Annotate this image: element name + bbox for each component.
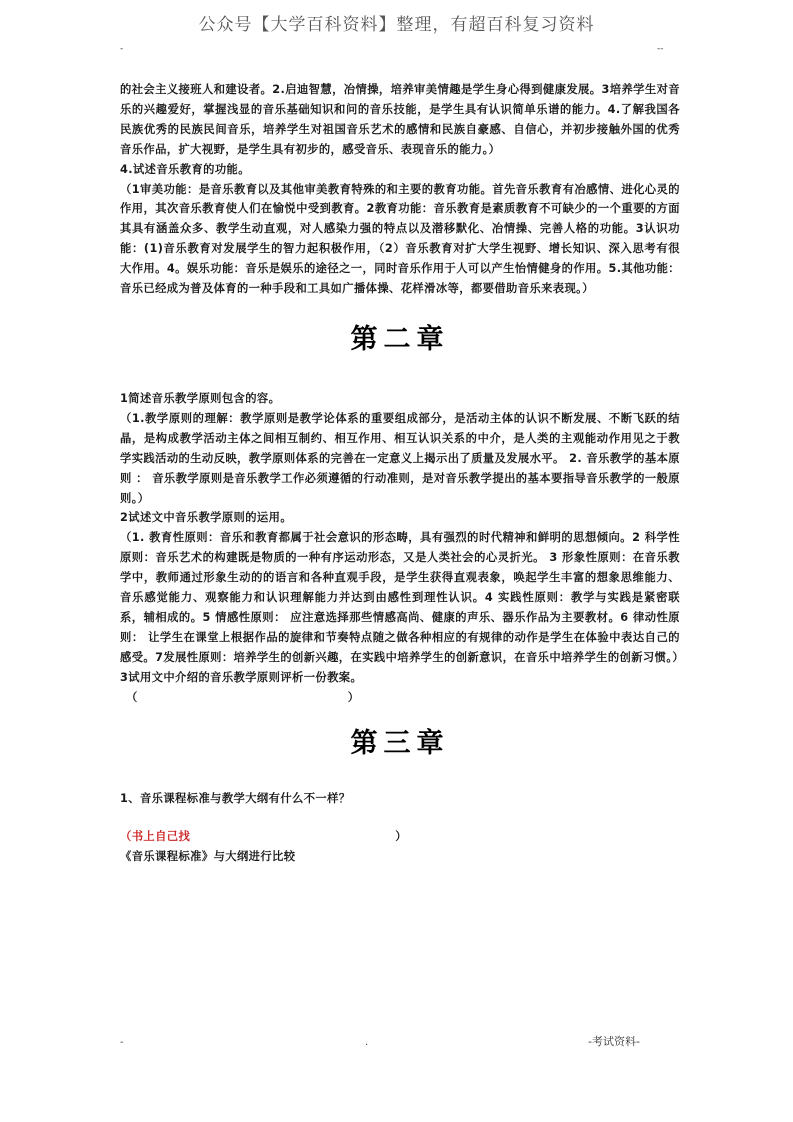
header-right-mark: --: [657, 44, 664, 54]
ch2-answer-3: [120, 688, 680, 708]
ch2-answer-2: （1. 教育性原则：音乐和教育都属于社会意识的形态畴，具有强烈的时代精神和鲜明的思想倾向。2 科学性原则：音乐艺术的构建既是物质的一种有序运动形态，又是人类社会的心灵折光。 3 形象性原则：在音乐教学中，教师通过形象生动的的语言和各种直观手段，是学生获得直观表象，唤起学生丰富的想象思维能力、音乐感觉能力、观察能力和认识理解能力并达到由感性到理性认识。4 实践性原则：教学与实践是紧密联系，辅相成的。5 情感性原则： 应注意选择那些情感高尚、健康的声乐、器乐作品为主要教材。6 律动性原则： 让学生在课堂上根据作品的旋律和节奏特点随之做各种相应的有规律的动作是学生在体验中表达自己的感受。7发展性原则：培养学生的创新兴趣，在实践中培养学生的创新意识，在音乐中培养学生的创新习惯。）: [120, 531, 685, 664]
ch2-answer-3-open: （: [126, 690, 138, 704]
chapter-3-title: 第三章: [350, 728, 450, 760]
ch3-answer-1: [120, 827, 680, 847]
intro-paragraph: 的社会主义接班人和建设者。2.启迪智慧，冶情操，培养审美情趣是学生身心得到健康发展。3培养学生对音乐的兴趣爱好，掌握浅显的音乐基础知识和问的音乐技能，是学生具有认识简单乐谱的能力。4.了解我国各民族优秀的民族民间音乐，培养学生对祖国音乐艺术的感情和民族自豪感、自信心，并初步接触外国的优秀音乐作品，扩大视野，是学生具有初步的，感受音乐、表现音乐的能力。）: [120, 83, 680, 156]
page-header: 公众号【大学百科资料】整理，有超百科复习资料: [198, 15, 595, 35]
ch3-answer-1-open: （: [120, 830, 132, 844]
ch3-question-1: 1、音乐课程标准与教学大纲有什么不一样？: [120, 792, 351, 806]
ch2-question-3: 3试用文中介绍的音乐教学原则评析一份教案。: [120, 670, 363, 684]
ch2-answer-3-close: ）: [347, 690, 360, 704]
question-4: 4.试述音乐教育的功能。: [120, 162, 250, 176]
chapter-2-title: 第二章: [350, 323, 450, 355]
document-body: [120, 80, 685, 867]
ch3-answer-1-note: 《音乐课程标准》与大纲进行比较: [120, 850, 296, 864]
footer-center-mark: .: [365, 1037, 369, 1048]
answer-4: （1审美功能：是音乐教育以及其他审美教育特殊的和主要的教育功能。首先音乐教育有冶感情、进化心灵的作用，其次音乐教育使人们在愉悦中受到教育。2教育功能：音乐教育是素质教育不可缺少的一个重要的方面其具有涵盖众多、教学生动直观，对人感染力强的特点以及潜移默化、冶情操、完善人格的功能。3认识功能：(1)音乐教育对发展学生的智力起积极作用，（2）音乐教育对扩大学生视野、增长知识、深入思考有很大作用。4。娱乐功能：音乐是娱乐的途径之一，同时音乐作用于人可以产生怡情健身的作用。5.其他功能：音乐已经成为普及体育的一种手段和工具如广播体操、花样滑冰等，都要借助音乐来表现。）: [120, 182, 680, 296]
ch2-answer-1: （1.教学原则的理解：教学原则是教学论体系的重要组成部分，是活动主体的认识不断发展、不断飞跃的结晶，是构成教学活动主体之间相互制约、相互作用、相互认识关系的中介，是人类的主观能动作用见之于教学实践活动的生动反映，教学原则体系的完善在一定意义上揭示出了质量及发展水平。 2. 音乐教学的基本原则 ： 音乐教学原则是音乐教学工作必须遵循的行动准则，是对音乐教学提出的基本要指导音乐教学的一般原则。）: [120, 411, 680, 505]
ch3-answer-1-close: ）: [395, 830, 407, 844]
footer-label: -考试资料-: [588, 1035, 640, 1048]
ch2-question-1: 1简述音乐教学原则包含的容。: [120, 391, 281, 405]
footer-left-mark: -: [120, 1037, 124, 1048]
header-left-mark: -: [120, 44, 124, 54]
ch2-question-2: 2试述文中音乐教学原则的运用。: [120, 511, 293, 525]
ch3-answer-1-red: 书上自己找: [131, 830, 191, 844]
